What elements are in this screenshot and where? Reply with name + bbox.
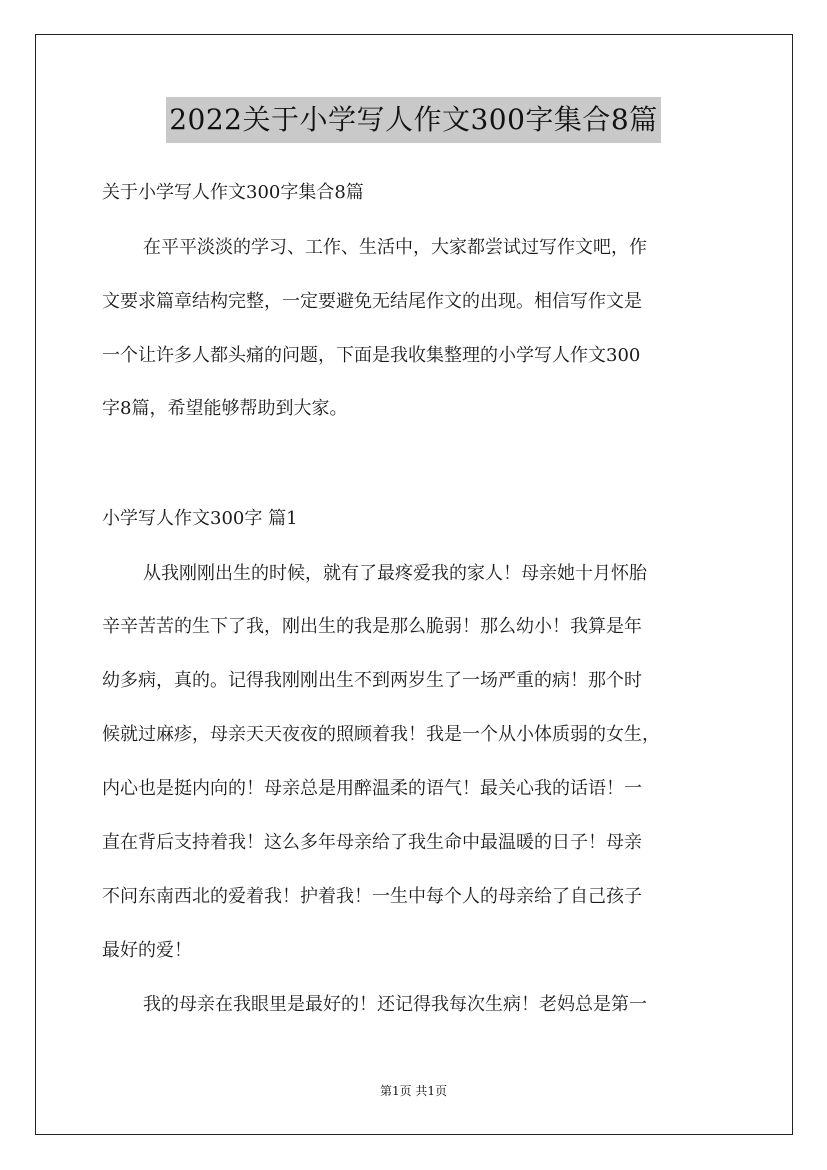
paragraph-line: 辛辛苦苦的生下了我，刚出生的我是那么脆弱！那么幼小！我算是年	[102, 616, 642, 637]
paragraph-line: 内心也是挺内向的！母亲总是用醉温柔的语气！最关心我的话语！一	[102, 778, 642, 799]
title-container	[0, 97, 827, 143]
paragraph-line: 从我刚刚出生的时候，就有了最疼爱我的家人！母亲她十月怀胎	[143, 563, 647, 584]
page-footer: 第1页 共1页	[379, 1084, 448, 1098]
paragraph-line: 最好的爱！	[102, 940, 192, 961]
paragraph-line: 直在背后支持着我！这么多年母亲给了我生命中最温暖的日子！母亲	[102, 832, 642, 853]
intro-line: 文要求篇章结构完整，一定要避免无结尾作文的出现。相信写作文是	[102, 291, 642, 312]
intro-line: 字8篇，希望能够帮助到大家。	[102, 398, 348, 419]
document-subtitle: 关于小学写人作文300字集合8篇	[102, 182, 364, 203]
paragraph-line: 幼多病，真的。记得我刚刚出生不到两岁生了一场严重的病！那个时	[102, 670, 642, 691]
intro-line: 一个让许多人都头痛的问题，下面是我收集整理的小学写人作文300	[102, 345, 641, 366]
document-title: 2022关于小学写人作文300字集合8篇	[166, 97, 661, 143]
paragraph-line: 候就过麻疹，母亲天天夜夜的照顾着我！我是一个从小体质弱的女生，	[102, 724, 660, 745]
section-heading: 小学写人作文300字 篇1	[102, 508, 298, 529]
intro-line: 在平平淡淡的学习、工作、生活中，大家都尝试过写作文吧，作	[143, 237, 647, 258]
paragraph-line: 不问东南西北的爱着我！护着我！一生中每个人的母亲给了自己孩子	[102, 886, 642, 907]
paragraph-line: 我的母亲在我眼里是最好的！还记得我每次生病！老妈总是第一	[143, 994, 647, 1015]
